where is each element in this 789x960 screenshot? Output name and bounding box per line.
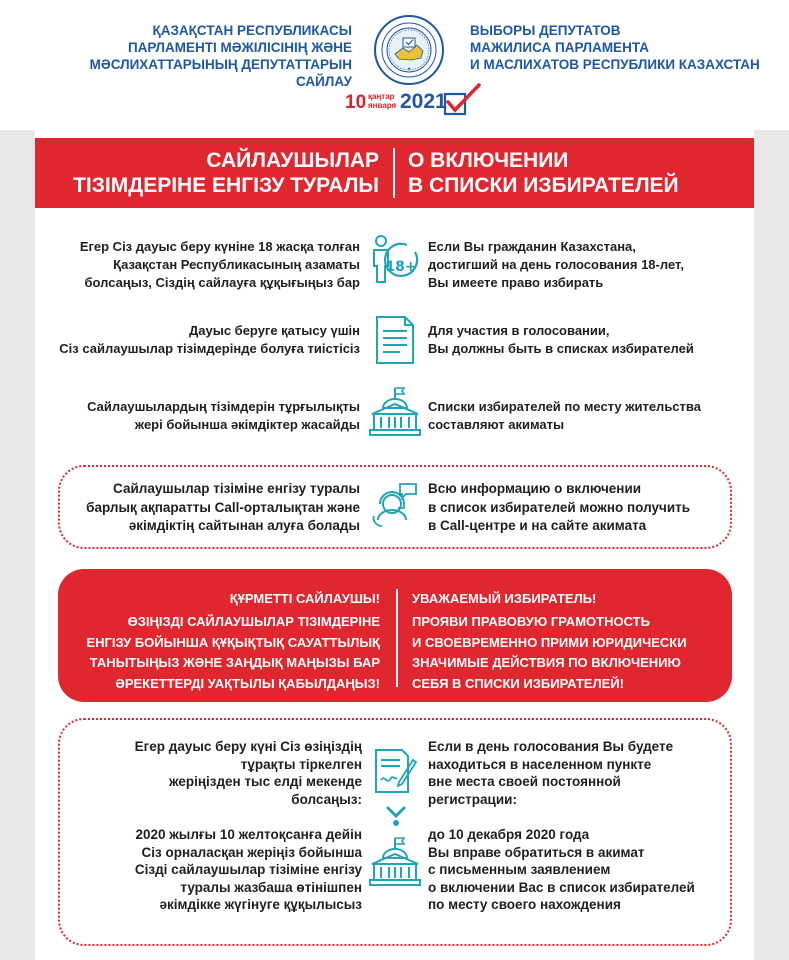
row-text-line: Дауыс беруге қатысу үшін [189, 323, 360, 338]
header-ru-line: МАЖИЛИСА ПАРЛАМЕНТА [470, 40, 649, 55]
appeal-box [58, 569, 732, 702]
banner-kz-title [35, 148, 379, 198]
application-form-icon [372, 746, 420, 796]
row-text-line: Если Вы гражданин Казахстана, [428, 239, 636, 254]
row-text-line: Вы должны быть в списках избирателей [428, 341, 694, 356]
banner-kz-line: САЙЛАУШЫЛАР [206, 149, 379, 172]
row-text-line: Для участия в голосовании, [428, 323, 610, 338]
row-callcenter-ru [428, 480, 728, 536]
appeal-ru-heading: УВАЖАЕМЫЙ ИЗБИРАТЕЛЬ! [412, 591, 597, 606]
banner-ru-line: О ВКЛЮЧЕНИИ [408, 149, 569, 172]
header-ru-title [470, 22, 770, 73]
header-kz-title [30, 22, 352, 90]
date-month [368, 92, 396, 110]
row-text-line: Сіз орналасқан жеріңіз бойынша [141, 844, 362, 860]
row-text-line: тұрақты тіркелген [240, 756, 362, 772]
government-building-icon [368, 386, 422, 438]
row-text-line: Вы имеете право избирать [428, 275, 604, 290]
header [0, 0, 789, 130]
absence-kz-condition [40, 738, 362, 808]
header-kz-line: МӘСЛИХАТТАРЫНЫҢ ДЕПУТАТТАРЫН САЙЛАУ [89, 57, 352, 89]
absence-ru-action [428, 826, 728, 914]
appeal-text-line: ТАНЫТЫҢЫЗ ЖӘНЕ ЗАҢДЫҚ МАҢЫЗЫ БАР [89, 655, 380, 670]
row-text-line: 2020 жылғы 10 желтоқсанға дейін [135, 827, 362, 842]
banner-kz-line: ТІЗІМДЕРІНЕ ЕНГІЗУ ТУРАЛЫ [73, 174, 379, 197]
header-kz-line: ПАРЛАМЕНТІ МӘЖІЛІСІНІҢ ЖӘНЕ [127, 40, 352, 55]
appeal-text-line: ПРОЯВИ ПРАВОВУЮ ГРАМОТНОСТЬ [412, 614, 650, 629]
appeal-text-line: СЕБЯ В СПИСКИ ИЗБИРАТЕЛЕЙ! [412, 675, 624, 691]
row-text-line: Егер Сіз дауыс беру күніне 18 жасқа толған [79, 239, 360, 254]
row-list-kz [40, 322, 360, 358]
row-text-line: составляют акиматы [428, 417, 565, 432]
title-banner [35, 138, 754, 208]
election-commission-emblem-icon [373, 14, 445, 86]
row-akimat-kz [40, 398, 360, 434]
row-list-ru [428, 322, 728, 358]
row-callcenter-kz [40, 480, 360, 536]
row-text-line: Если в день голосования Вы будете [428, 739, 674, 754]
date-month-kz: қаңтар [368, 92, 395, 101]
row-text-line: жеріңізден тыс елді мекенде [168, 774, 362, 789]
appeal-kz-heading: ҚҰРМЕТТІ САЙЛАУШЫ! [229, 591, 380, 606]
election-date [345, 88, 485, 122]
row-text-line: до 10 декабря 2020 года [428, 827, 590, 842]
row-text-line: Сайлаушылар тізіміне енгізу туралы [113, 481, 360, 496]
row-akimat-ru [428, 398, 728, 434]
document-list-icon [372, 314, 418, 366]
row-text-line: вне места своей постоянной [428, 774, 621, 789]
row-text-line: находиться в населенном пункте [428, 756, 652, 772]
row-text-line: по месту своего нахождения [428, 897, 621, 912]
row-text-line: жері бойынша әкімдіктер жасайды [134, 417, 360, 432]
row-text-line: Всю информацию о включении [428, 481, 642, 496]
banner-divider [393, 148, 395, 198]
row-text-line: болсаңыз: [291, 791, 362, 807]
appeal-ru-text [412, 612, 732, 694]
row-text-line: әкімдіктің сайтынан алуға болады [128, 518, 360, 533]
row-text-line: Сізді сайлаушылар тізіміне енгізу [134, 862, 362, 877]
appeal-text-line: ЕНГІЗУ БОЙЫНША ҚҰҚЫҚТЫҚ САУАТТЫЛЫҚ [86, 634, 380, 650]
ballot-check-icon [442, 82, 482, 118]
row-text-line: Сайлаушылардың тізімдерін тұрғылықты [87, 399, 360, 414]
absence-kz-action [40, 826, 362, 914]
age-icon-label: 18+ [385, 259, 417, 275]
row-text-line: Списки избирателей по месту жительства [428, 399, 701, 414]
absence-ru-condition [428, 738, 728, 808]
appeal-kz-text [58, 612, 380, 694]
row-text-line: с письменным заявлением [428, 862, 611, 877]
row-text-line: в Call-центре и на сайте акимата [428, 518, 647, 533]
appeal-divider [396, 589, 398, 687]
row-text-line: Қазақстан Республикасының азаматы [113, 257, 360, 272]
row-text-line: әкімдікке жүгінуге құқылысыз [159, 897, 362, 912]
header-ru-line: И МАСЛИХАТОВ РЕСПУБЛИКИ КАЗАХСТАН [470, 57, 760, 72]
header-kz-line: ҚАЗАҚСТАН РЕСПУБЛИКАСЫ [152, 23, 352, 38]
row-text-line: о включении Вас в список избирателей [428, 879, 695, 895]
appeal-text-line: ӘРЕКЕТТЕРДІ УАҚТЫЛЫ ҚАБЫЛДАҢЫЗ! [115, 675, 380, 691]
appeal-text-line: ӨЗІҢІЗДІ САЙЛАУШЫЛАР ТІЗІМДЕРІНЕ [127, 614, 380, 629]
row-text-line: барлық ақпаратты Call-орталықтан және [86, 499, 360, 515]
date-year: 2021 [400, 90, 447, 113]
person-18-icon [367, 232, 423, 288]
date-month-ru: января [368, 101, 397, 110]
call-center-icon [370, 480, 420, 530]
down-arrow-icon [386, 806, 406, 828]
header-ru-line: ВЫБОРЫ ДЕПУТАТОВ [470, 23, 621, 38]
banner-ru-title [408, 148, 748, 198]
appeal-text-line: И СВОЕВРЕМЕННО ПРИМИ ЮРИДИЧЕСКИ [412, 634, 687, 650]
akimat-building-icon [368, 836, 422, 888]
row-age-ru [428, 238, 728, 292]
row-text-line: Вы вправе обратиться в акимат [428, 844, 645, 860]
row-text-line: достигший на день голосования 18-лет, [428, 257, 685, 272]
row-text-line: в список избирателей можно получить [428, 499, 691, 515]
banner-ru-line: В СПИСКИ ИЗБИРАТЕЛЕЙ [408, 174, 679, 197]
date-day: 10 [345, 92, 367, 113]
row-age-kz [40, 238, 360, 292]
row-text-line: регистрации: [428, 791, 517, 807]
svg-text:★: ★ [406, 67, 412, 72]
row-text-line: туралы жазбаша өтінішпен [180, 879, 362, 895]
row-text-line: Егер дауыс беру күні Сіз өзіңіздің [134, 739, 362, 754]
appeal-text-line: ЗНАЧИМЫЕ ДЕЙСТВИЯ ПО ВКЛЮЧЕНИЮ [412, 655, 681, 670]
row-text-line: болсаңыз, Сіздің сайлауға құқығыңыз бар [84, 275, 360, 290]
row-text-line: Сіз сайлаушылар тізімдерінде болуға тиістісіз [59, 341, 360, 356]
